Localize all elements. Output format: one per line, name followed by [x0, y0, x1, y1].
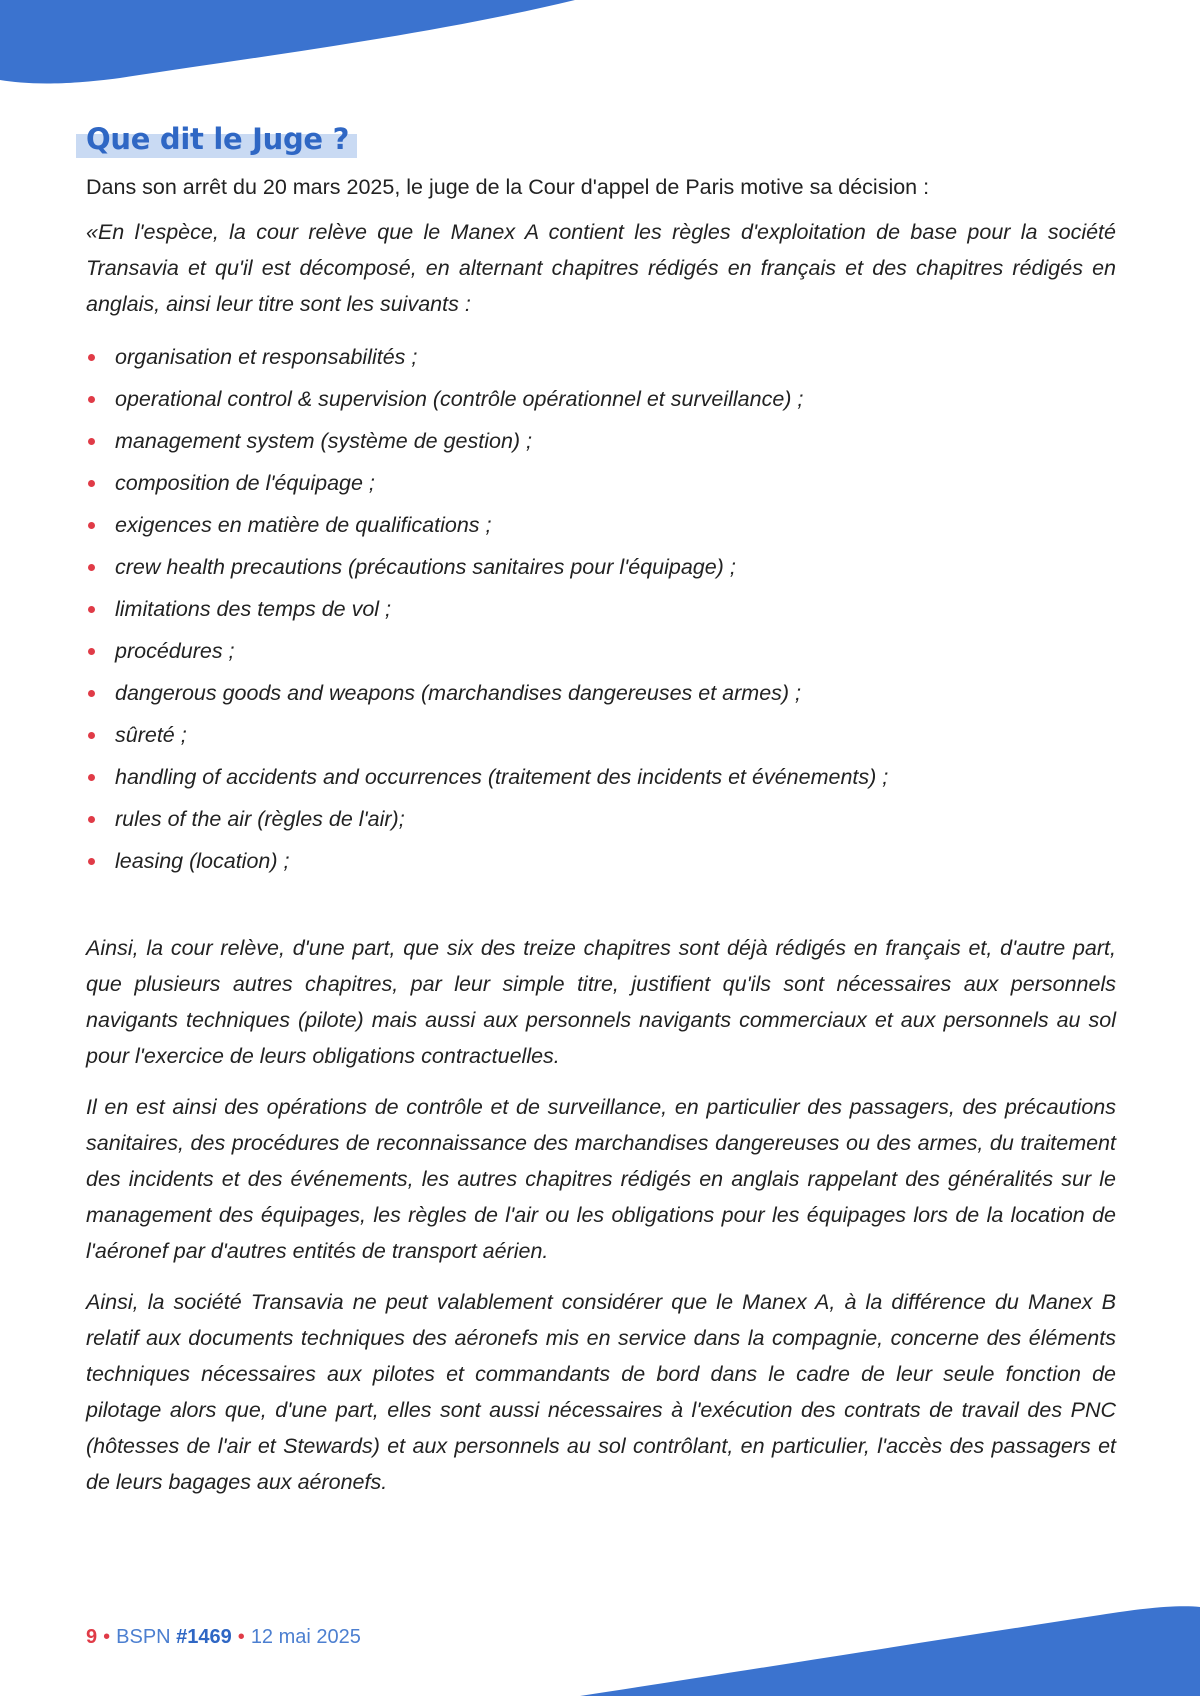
chapter-item [86, 840, 1116, 882]
bullet-dot [88, 606, 95, 613]
bullet-dot [88, 564, 95, 571]
chapter-text: crew health precautions (précautions sanitaires pour l'équipage) ; [115, 555, 736, 579]
publication-date: 12 mai 2025 [250, 1626, 361, 1648]
bullet-dot [88, 816, 95, 823]
chapter-item [86, 798, 1116, 840]
bullet-dot [88, 480, 95, 487]
chapter-item [86, 378, 1116, 420]
paragraph-1: Ainsi, la cour relève, d'une part, que six des treize chapitres sont déjà rédigés en français et, d'autre part, que plusieurs autres chapitres, par leur simple titre, justifient qu'ils sont nécessaires aux personnels navigants techniques (pilote) mais aussi aux personnels navigants commerciaux et aux personnels au sol pour l'exercice de leurs obligations contractuelles. [86, 936, 1116, 1068]
chapter-text: limitations des temps de vol ; [115, 597, 392, 621]
section-heading-block [86, 116, 349, 162]
chapter-item [86, 504, 1116, 546]
chapter-text: sûreté ; [115, 723, 187, 747]
chapter-text: exigences en matière de qualifications ; [115, 513, 492, 537]
chapter-text: operational control & supervision (contrôle opérationnel et surveillance) ; [115, 387, 804, 411]
chapter-item [86, 336, 1116, 378]
chapter-text: management system (système de gestion) ; [115, 429, 533, 453]
bottom-wave-decoration [580, 1601, 1200, 1696]
bullet-dot [88, 438, 95, 445]
bullet-dot [88, 774, 95, 781]
top-wave-decoration [0, 0, 600, 90]
bullet-dot [88, 354, 95, 361]
bullet-dot [88, 732, 95, 739]
page-number: 9 [86, 1626, 98, 1648]
chapter-text: handling of accidents and occurrences (traitement des incidents et événements) ; [115, 765, 889, 789]
issue-number: #1469 [176, 1626, 232, 1648]
footer-separator: • [237, 1626, 245, 1648]
chapter-item [86, 420, 1116, 462]
bullet-dot [88, 396, 95, 403]
intro-text: Dans son arrêt du 20 mars 2025, le juge de la Cour d'appel de Paris motive sa décision : [86, 175, 930, 199]
chapter-text: rules of the air (règles de l'air); [115, 807, 405, 831]
chapter-text: leasing (location) ; [115, 849, 290, 873]
chapter-item [86, 672, 1116, 714]
paragraph-3: Ainsi, la société Transavia ne peut valablement considérer que le Manex A, à la différence du Manex B relatif aux documents techniques des aéronefs mis en service dans la compagnie, concerne des éléments techniques nécessaires aux pilotes et commandants de bord dans le cadre de leur seule fonction de pilotage alors que, d'une part, elles sont aussi nécessaires à l'exécution des contrats de travail des PNC (hôtesses de l'air et Stewards) et aux personnels au sol contrôlant, en particulier, l'accès des passagers et de leurs bagages aux aéronefs. [86, 1290, 1116, 1494]
bullet-dot [88, 522, 95, 529]
page-footer [86, 1626, 361, 1649]
bullet-dot [88, 858, 95, 865]
chapter-list [86, 336, 1116, 882]
chapter-item [86, 588, 1116, 630]
publication-name: BSPN [116, 1626, 171, 1648]
chapter-item [86, 462, 1116, 504]
paragraph-2: Il en est ainsi des opérations de contrôle et de surveillance, en particulier des passagers, des précautions sanitaires, des procédures de reconnaissance des marchandises dangereuses ou des armes, du traitement des incidents et des événements, les autres chapitres rédigés en anglais rappelant des généralités sur le management des équipages, les règles de l'air ou les obligations pour les équipages lors de la location de l'aéronef par d'autres entités de transport aérien. [86, 1095, 1116, 1263]
chapter-text: composition de l'équipage ; [115, 471, 375, 495]
chapter-item [86, 756, 1116, 798]
chapter-text: organisation et responsabilités ; [115, 345, 418, 369]
chapter-text: procédures ; [115, 639, 235, 663]
quote-intro: «En l'espèce, la cour relève que le Manex A contient les règles d'exploitation de base pour la société Transavia et qu'il est décomposé, en alternant chapitres rédigés en français et des chapitres rédigés en anglais, ainsi leur titre sont les suivants : [86, 220, 1116, 316]
section-heading: Que dit le Juge ? [86, 122, 350, 156]
chapter-item [86, 546, 1116, 588]
bullet-dot [88, 690, 95, 697]
chapter-text: dangerous goods and weapons (marchandises dangereuses et armes) ; [115, 681, 802, 705]
chapter-item [86, 630, 1116, 672]
footer-separator: • [103, 1626, 111, 1648]
main-content [86, 116, 1116, 1500]
bullet-dot [88, 648, 95, 655]
chapter-item [86, 714, 1116, 756]
